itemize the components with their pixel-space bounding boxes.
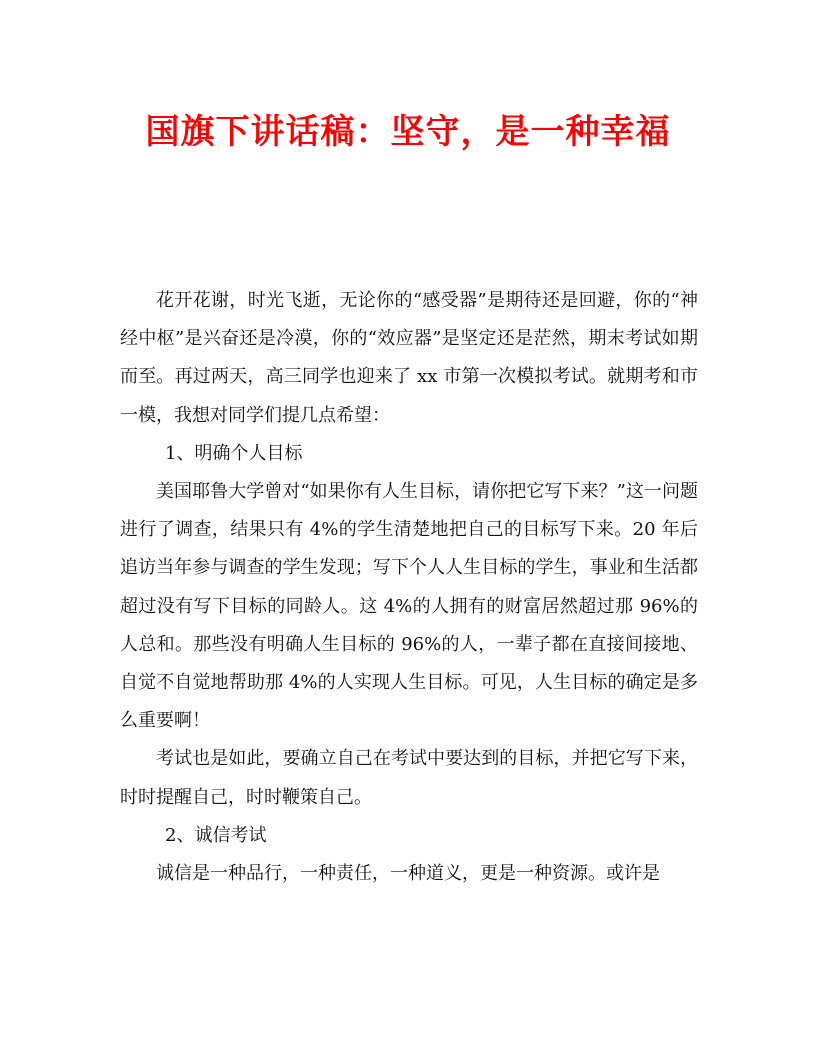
- document-body: [120, 282, 698, 893]
- document-title: 国旗下讲话稿：坚守，是一种幸福: [145, 112, 671, 152]
- section-heading-1: 1、明确个人目标: [165, 442, 303, 464]
- paragraph-exam-goal: 考试也是如此，要确立自己在考试中要达到的目标，并把它写下来，时时提醒自己，时时鞭策自己。: [120, 748, 698, 808]
- section-heading-2: 2、诚信考试: [165, 824, 267, 846]
- paragraph-yale-survey: 美国耶鲁大学曾对“如果你有人生目标，请你把它写下来？”这一问题进行了调查，结果只有 4%的学生清楚地把自己的目标写下来。20 年后追访当年参与调查的学生发现；写下个人人生目标的学生，事业和生活都超过没有写下目标的同龄人。这 4%的人拥有的财富居然超过那 96%的人总和。那些没有明确人生目标的 96%的人，一辈子都在直接间接地、自觉不自觉地帮助那 4%的人实现人生目标。可见，人生目标的确定是多么重要啊！: [120, 481, 698, 732]
- paragraph-intro: 花开花谢，时光飞逝，无论你的“感受器”是期待还是回避，你的“神经中枢”是兴奋还是冷漠，你的“效应器”是坚定还是茫然，期末考试如期而至。再过两天，高三同学也迎来了 xx 市第一次模拟考试。就期考和市一模，我想对同学们提几点希望：: [120, 290, 698, 426]
- paragraph-integrity: 诚信是一种品行，一种责任，一种道义，更是一种资源。或许是: [156, 863, 660, 885]
